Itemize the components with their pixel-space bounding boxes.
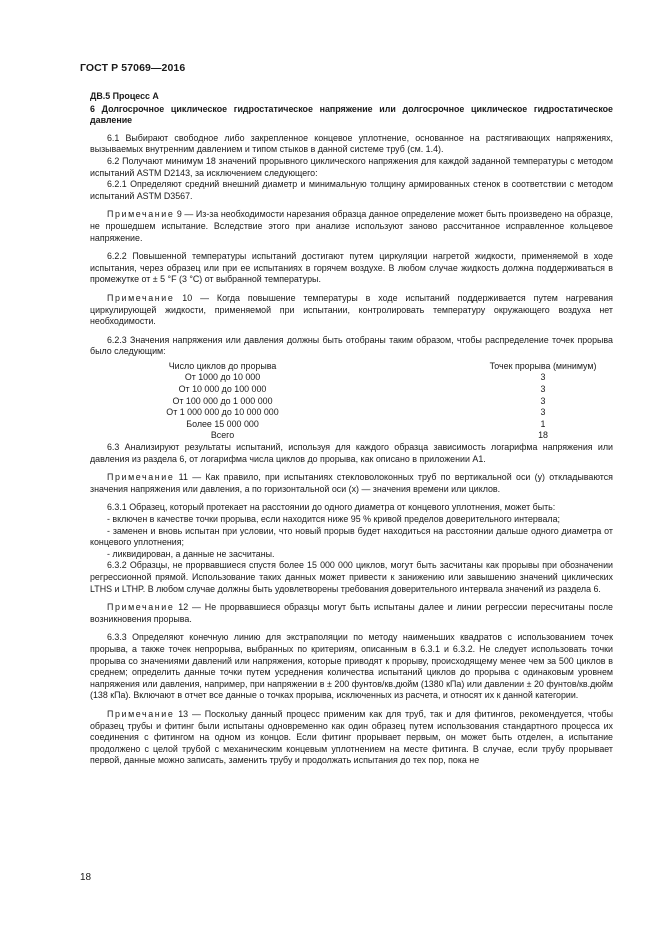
paragraph-6-3-3: 6.3.3 Определяют конечную линию для экстраполяции по методу наименьших квадратов с использованием точек прорыва, а также точек непрорыва, выбранных по критериям, описанным в 6.3.1 и 6.3.2. Не следует использовать точки прорыва со значениями давлений или напряжения, которые приводят к прорыву, происходящему менее чем за 500 циклов в среднем; определить данные точки путем усреднения количества испытаний циклов до прорыва с одинаковым уровнем напряжения или давления, например, при напряжении в ± 200 фунтов/кв.дюйм (1380 кПа) или давлении ± 20 фунтов/кв.дюйм (138 кПа). Включают в отчет все данные о точках прорыва, исключенных из расчета, и относят их к данной категории. — [90, 632, 613, 701]
table-cell-range: Более 15 000 000 — [186, 418, 259, 429]
list-item: - включен в качестве точки прорыва, если находится ниже 95 % кривой пределов доверительного интервала; — [107, 514, 560, 524]
note-9-label: Примечание — [107, 209, 175, 220]
table-cell-range: От 1 000 000 до 10 000 000 — [166, 407, 279, 418]
table-cell-points: 3 — [540, 384, 546, 395]
table-header-points: Точек прорыва (минимум) — [489, 360, 597, 371]
table-row — [90, 372, 613, 384]
section-title: ДВ.5 Процесс А — [90, 91, 159, 101]
paragraph-6-2-3: 6.2.3 Значения напряжения или давления должны быть отобраны таким образом, чтобы распределение точек прорыва было следующим: — [90, 334, 613, 357]
note-13-text: 13 — Поскольку данный процесс применим как для труб, так и для фитингов, рекомендуется, чтобы образец трубы и фитинг были испытаны одновременно как один образец путем использования стандартного процесса их соединения с фитингом на одном из концов. Если фитинг прорывает первым, он может быть отделен, а испытание продолжено с целой трубой с механическим концевым уплотнением на месте фитинга. В случае, если трубу прорывает первой, данные можно записать, заменить трубу и продолжать испытания до тех пор, пока не — [90, 708, 613, 766]
table-cell-range: От 1000 до 10 000 — [184, 372, 261, 383]
note-13 — [90, 709, 613, 767]
table-cell-points: 1 — [540, 418, 546, 429]
paragraph-6-2-1: 6.2.1 Определяют средний внешний диаметр и минимальную толщину армированных стенок в соответствии с методом испытаний ASTM D3567. — [90, 179, 613, 201]
note-10 — [90, 293, 613, 328]
paragraph-6-2: 6.2 Получают минимум 18 значений прорывного циклического напряжения для каждой заданной температуры с методом испытаний ASTM D2143, за исключением следующего: — [90, 155, 613, 178]
note-13-label: Примечание — [107, 708, 175, 719]
paragraph-6-2-2: 6.2.2 Повышенной температуры испытаний достигают путем циркуляции нагретой жидкости, применяемой в ходе испытания, через образец или при ее испытаниях в горячем воздухе. В любом случае жидкость должна поддерживаться в промежутке от ± 5 °F (3 °C) от выбранной температуры. — [90, 251, 613, 285]
paragraph-6-1: 6.1 Выбирают свободное либо закрепленное концевое уплотнение, основанное на растягивающих напряжениях, вызываемых внутренним давлением и типом стыков в данной системе труб (см. 1.4). — [90, 132, 613, 155]
note-11 — [90, 472, 613, 495]
note-12 — [90, 602, 613, 625]
note-9-text: 9 — Из-за необходимости нарезания образца данное определение может быть произведено на образце, не прошедшем испытание. Вследствие этого при анализе используют заново рассчитанное исправленное кольцевое напряжение. — [90, 209, 613, 243]
note-12-label: Примечание — [107, 602, 175, 613]
section-subtitle: 6 Долгосрочное циклическое гидростатическое напряжение или долгосрочное циклическое гидростатическое давление — [90, 103, 613, 126]
note-10-label: Примечание — [107, 292, 175, 303]
note-11-label: Примечание — [107, 472, 175, 483]
note-12-text: 12 — Не прорвавшиеся образцы могут быть испытаны далее и линии регрессии пересчитаны после возникновения прорыва. — [90, 602, 613, 624]
table-row — [90, 384, 613, 396]
list-item: - заменен и вновь испытан при условии, что новый прорыв будет находиться на расстоянии дальше одного диаметра от концевого уплотнения; — [90, 525, 613, 548]
table-cell-total-label: Всего — [210, 430, 235, 441]
failure-points-table — [90, 361, 613, 442]
table-header-cycles: Число циклов до прорыва — [168, 360, 277, 371]
document-body — [90, 91, 613, 774]
note-9 — [90, 209, 613, 244]
table-total-row — [90, 430, 613, 442]
paragraph-6-3-2: 6.3.2 Образцы, не прорвавшиеся спустя более 15 000 000 циклов, могут быть засчитаны как прорывы при обозначении регрессионной прямой. Использование таких данных может привести к занижению или завышению значений циклических LTHS и LTHP. В любом случае должны быть удовлетворены требования доверительного интервала значений из раздела 6. — [90, 560, 613, 594]
list-item: - ликвидирован, а данные не засчитаны. — [107, 548, 275, 559]
table-cell-range: От 10 000 до 100 000 — [178, 384, 267, 395]
table-cell-points: 3 — [540, 372, 546, 383]
standard-header: ГОСТ Р 57069—2016 — [80, 62, 186, 74]
page-number: 18 — [80, 872, 92, 883]
table-cell-range: От 100 000 до 1 000 000 — [172, 395, 273, 406]
table-row — [90, 407, 613, 419]
table-row — [90, 419, 613, 431]
table-row — [90, 396, 613, 408]
table-cell-total-value: 18 — [538, 430, 548, 441]
paragraph-6-3: 6.3 Анализируют результаты испытаний, используя для каждого образца зависимость логарифма напряжения или давления из раздела 6, от логарифма числа циклов до прорыва, как описано в приложении А1. — [90, 442, 613, 464]
table-cell-points: 3 — [540, 395, 546, 406]
paragraph-6-3-1: 6.3.1 Образец, который протекает на расстоянии до одного диаметра от концевого уплотнения, может быть: — [107, 502, 556, 513]
note-10-text: 10 — Когда повышение температуры в ходе испытаний поддерживается путем нагревания циркулирующей жидкости, применяемой при испытании, контролировать температуру окружающего воздуха нет необходимости. — [90, 292, 613, 327]
table-header-row — [90, 361, 613, 373]
note-11-text: 11 — Как правило, при испытаниях стекловолоконных труб по вертикальной оси (y) откладываются значения напряжения или давления, а по горизонтальной оси (x) — значения времени или циклов. — [90, 472, 613, 494]
table-cell-points: 3 — [540, 407, 546, 418]
